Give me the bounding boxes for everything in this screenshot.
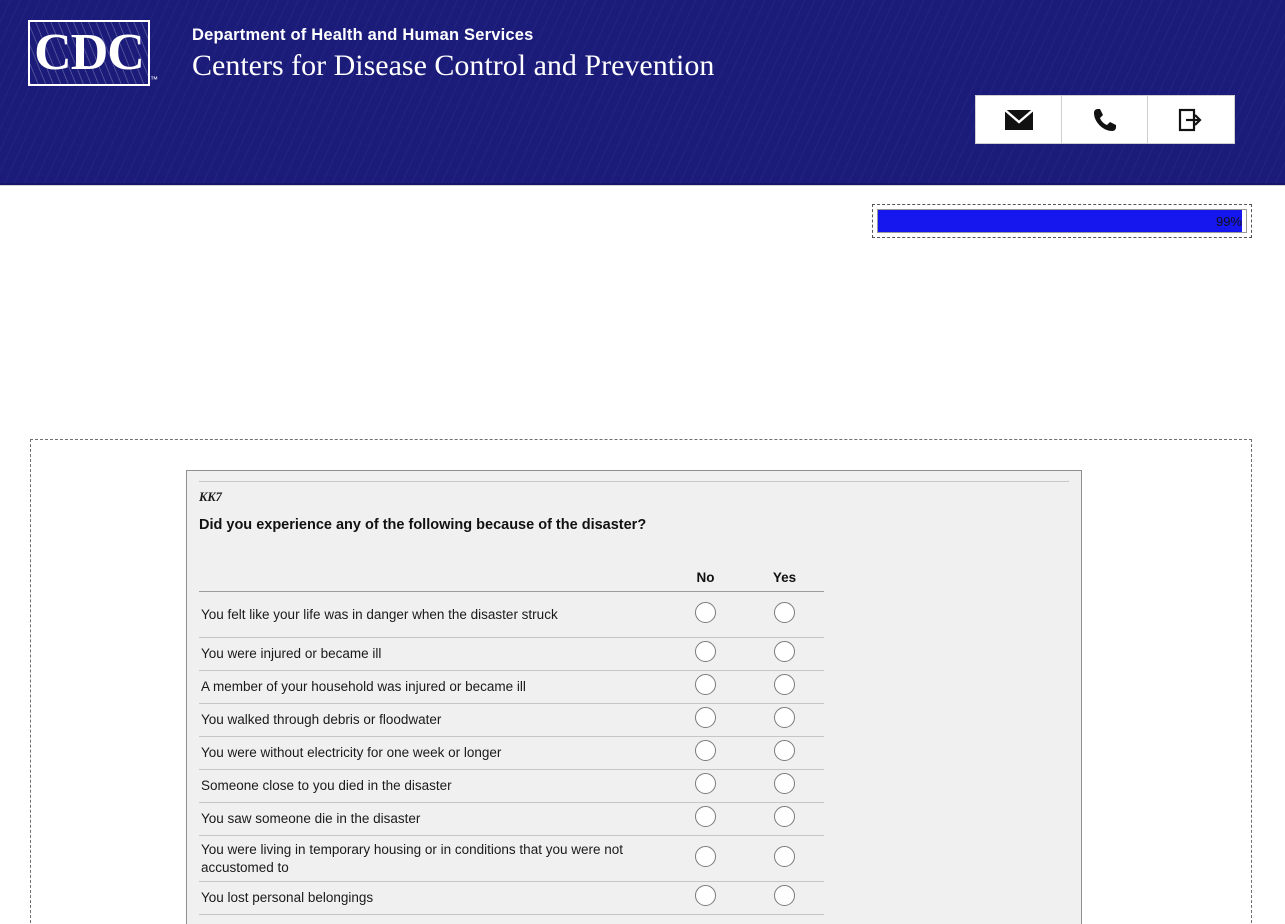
radio-no[interactable] xyxy=(695,674,716,695)
radio-no[interactable] xyxy=(695,707,716,728)
radio-no[interactable] xyxy=(695,773,716,794)
matrix-row-label: You walked through debris or floodwater xyxy=(199,704,666,737)
radio-no[interactable] xyxy=(695,641,716,662)
trademark-symbol: ™ xyxy=(150,75,158,84)
table-row xyxy=(199,882,824,915)
site-header xyxy=(0,0,1285,185)
matrix-row-label: You were living in temporary housing or in conditions that you were not accustomed to xyxy=(199,836,666,882)
matrix-cell-no[interactable] xyxy=(666,836,745,882)
radio-yes[interactable] xyxy=(774,602,795,623)
radio-no[interactable] xyxy=(695,885,716,906)
matrix-row-label: You felt like your life was in danger when the disaster struck xyxy=(199,592,666,638)
matrix-cell-no[interactable] xyxy=(666,882,745,915)
radio-no[interactable] xyxy=(695,806,716,827)
table-row xyxy=(199,737,824,770)
radio-yes[interactable] xyxy=(774,740,795,761)
question-code: KK7 xyxy=(199,490,222,504)
matrix-row-label: You were injured or became ill xyxy=(199,638,666,671)
matrix-row-label: You were without electricity for one week or longer xyxy=(199,737,666,770)
radio-yes[interactable] xyxy=(774,846,795,867)
table-row xyxy=(199,803,824,836)
matrix-cell-yes[interactable] xyxy=(745,803,824,836)
matrix-row-header-blank xyxy=(199,569,666,592)
question-text: Did you experience any of the following because of the disaster? xyxy=(199,517,647,533)
agency-name-block xyxy=(192,20,714,84)
agency-title-label: Centers for Disease Control and Prevention xyxy=(192,49,715,82)
mail-icon xyxy=(1004,109,1034,131)
logout-icon xyxy=(1178,107,1204,133)
matrix-cell-yes[interactable] xyxy=(745,737,824,770)
question-matrix-table xyxy=(199,569,824,915)
table-row xyxy=(199,836,824,882)
matrix-cell-yes[interactable] xyxy=(745,882,824,915)
column-header-no: No xyxy=(666,569,745,592)
radio-yes[interactable] xyxy=(774,885,795,906)
matrix-cell-no[interactable] xyxy=(666,770,745,803)
matrix-row-label: Someone close to you died in the disaster xyxy=(199,770,666,803)
table-row xyxy=(199,592,824,638)
logout-button[interactable] xyxy=(1148,96,1234,143)
radio-yes[interactable] xyxy=(774,707,795,728)
matrix-cell-no[interactable] xyxy=(666,704,745,737)
email-button[interactable] xyxy=(976,96,1062,143)
table-row xyxy=(199,770,824,803)
matrix-row-label: You lost personal belongings xyxy=(199,882,666,915)
matrix-cell-yes[interactable] xyxy=(745,638,824,671)
matrix-header-row xyxy=(199,569,824,592)
progress-percent-label: 99% xyxy=(1215,214,1242,229)
card-divider xyxy=(199,481,1069,482)
matrix-cell-no[interactable] xyxy=(666,592,745,638)
matrix-row-label: You saw someone die in the disaster xyxy=(199,803,666,836)
table-row xyxy=(199,638,824,671)
progress-track xyxy=(877,209,1247,233)
cdc-logo-text: CDC xyxy=(34,24,144,81)
matrix-cell-yes[interactable] xyxy=(745,704,824,737)
phone-icon xyxy=(1092,107,1118,133)
agency-department-label: Department of Health and Human Services xyxy=(192,26,534,44)
matrix-cell-no[interactable] xyxy=(666,671,745,704)
radio-yes[interactable] xyxy=(774,641,795,662)
phone-button[interactable] xyxy=(1062,96,1148,143)
matrix-cell-no[interactable] xyxy=(666,737,745,770)
progress-bar xyxy=(872,204,1252,238)
matrix-cell-no[interactable] xyxy=(666,803,745,836)
matrix-cell-yes[interactable] xyxy=(745,836,824,882)
cdc-logo xyxy=(28,20,158,86)
progress-fill xyxy=(878,210,1242,232)
matrix-row-label: A member of your household was injured or became ill xyxy=(199,671,666,704)
radio-yes[interactable] xyxy=(774,806,795,827)
header-action-buttons xyxy=(975,95,1235,144)
page-content xyxy=(0,185,1285,906)
matrix-cell-yes[interactable] xyxy=(745,592,824,638)
radio-no[interactable] xyxy=(695,602,716,623)
radio-yes[interactable] xyxy=(774,773,795,794)
radio-no[interactable] xyxy=(695,846,716,867)
radio-yes[interactable] xyxy=(774,674,795,695)
question-card xyxy=(186,470,1082,924)
column-header-yes: Yes xyxy=(745,569,824,592)
survey-form-region xyxy=(30,439,1252,923)
matrix-cell-yes[interactable] xyxy=(745,671,824,704)
matrix-cell-yes[interactable] xyxy=(745,770,824,803)
header-branding xyxy=(28,20,714,86)
table-row xyxy=(199,671,824,704)
matrix-cell-no[interactable] xyxy=(666,638,745,671)
radio-no[interactable] xyxy=(695,740,716,761)
table-row xyxy=(199,704,824,737)
